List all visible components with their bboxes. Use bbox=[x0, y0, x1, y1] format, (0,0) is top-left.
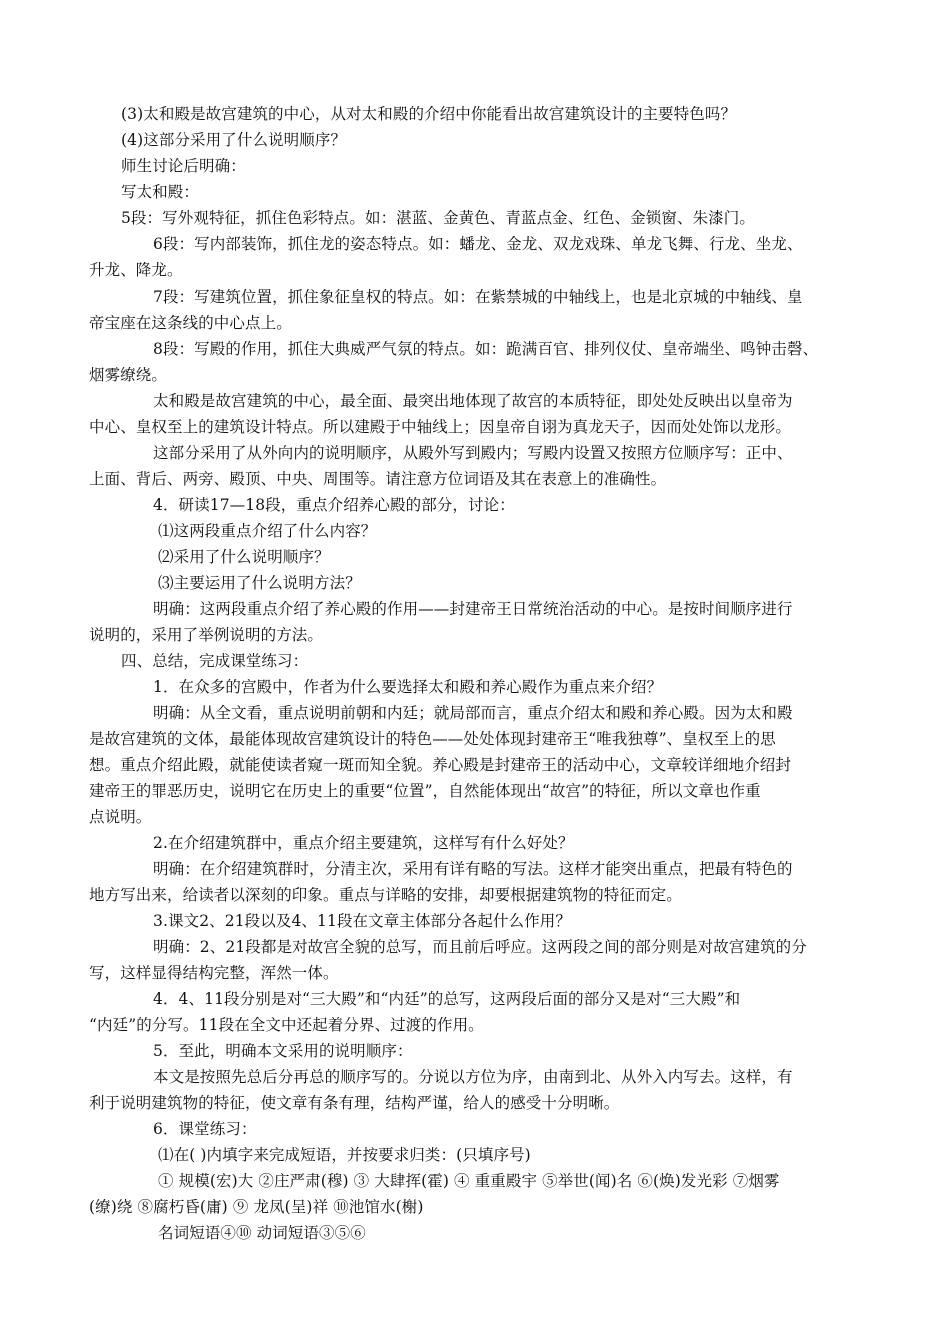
exercise-answer-2: 明确：在介绍建筑群时，分清主次，采用有详有略的写法。这样才能突出重点，把最有特色的 bbox=[153, 860, 793, 878]
exercise-item-4-cont: “内廷”的分写。11段在全文中还起着分界、过渡的作用。 bbox=[89, 1016, 484, 1034]
paragraph-6-note: 6段：写内部装饰，抓住龙的姿态特点。如：蟠龙、金龙、双龙戏珠、单龙飞舞、行龙、坐龙、 bbox=[153, 235, 803, 253]
discussion-question-3: ⑶主要运用了什么说明方法？ bbox=[158, 574, 361, 592]
paragraph-7-note-cont: 帝宝座在这条线的中心点上。 bbox=[89, 314, 292, 332]
study-item-4: 4．研读17—18段，重点介绍养心殿的部分，讨论： bbox=[153, 496, 515, 514]
phrase-list: ① 规模(宏)大 ②庄严肃(穆) ③ 大肆挥(霍) ④ 重重殿宇 ⑤举世(闻)名 ⑥(焕)发光彩 ⑦烟雾 bbox=[158, 1172, 780, 1190]
discussion-question-2: ⑵采用了什么说明顺序？ bbox=[158, 548, 330, 566]
exercise-answer-2-cont: 地方写出来，给读者以深刻的印象。重点与详略的安排，却要根据建筑物的特征而定。 bbox=[89, 886, 682, 904]
exercise-answer-1-cont-a: 是故宫建筑的文体，最能体现故宫建筑设计的特色——处处体现封建帝王“唯我独尊”、皇权至上的思 bbox=[89, 730, 776, 748]
paragraph-6-note-cont: 升龙、降龙。 bbox=[89, 261, 183, 279]
exercise-answer-1-cont-c: 建帝王的罪恶历史，说明它在历史上的重要“位置”，自然能体现出“故宫”的特征，所以文章也作重 bbox=[89, 782, 761, 800]
paragraph-7-note: 7段：写建筑位置，抓住象征皇权的特点。如：在紫禁城的中轴线上，也是北京城的中轴线、皇 bbox=[153, 288, 803, 306]
exercise-answer-1-cont-b: 想。重点介绍此殿，就能使读者窥一斑而知全貌。养心殿是封建帝王的活动中心，文章较详细地介绍封 bbox=[89, 756, 792, 774]
discussion-question-1: ⑴这两段重点介绍了什么内容？ bbox=[158, 522, 377, 540]
exercise-answer-1: 明确：从全文看，重点说明前朝和内廷；就局部而言，重点介绍太和殿和养心殿。因为太和殿 bbox=[153, 704, 793, 722]
phrase-classification: 名词短语④⑩ 动词短语③⑤⑥ bbox=[158, 1224, 366, 1242]
yangxin-answer-cont: 说明的，采用了举例说明的方法。 bbox=[89, 626, 324, 644]
paragraph-8-note: 8段：写殿的作用，抓住大典威严气氛的特点。如：跪满百官、排列仪仗、皇帝端坐、鸣钟击磬、 bbox=[153, 340, 819, 358]
exercise-answer-3: 明确：2、21段都是对故宫全貌的总写，而且前后呼应。这两段之间的部分则是对故宫建筑的分 bbox=[153, 938, 807, 956]
taihe-summary-cont: 中心、皇权至上的建筑设计特点。所以建殿于中轴线上；因皇帝自诩为真龙天子，因而处处饰以龙形。 bbox=[89, 418, 792, 436]
yangxin-answer: 明确：这两段重点介绍了养心殿的作用——封建帝王日常统治活动的中心。是按时间顺序进行 bbox=[153, 600, 793, 618]
exercise-answer-3-cont: 写，这样显得结构完整，浑然一体。 bbox=[89, 964, 339, 982]
exercise-answer-1-cont-d: 点说明。 bbox=[89, 808, 152, 826]
section-heading-taihe: 写太和殿： bbox=[121, 183, 200, 201]
exercise-question-1: 1．在众多的宫殿中，作者为什么要选择太和殿和养心殿作为重点来介绍？ bbox=[153, 678, 663, 696]
discussion-intro: 师生讨论后明确： bbox=[121, 157, 246, 175]
section-heading-summary: 四、总结，完成课堂练习： bbox=[121, 652, 309, 670]
order-summary: 这部分采用了从外向内的说明顺序，从殿外写到殿内；写殿内设置又按照方位顺序写：正中、 bbox=[153, 444, 793, 462]
order-conclusion: 本文是按照先总后分再总的顺序写的。分说以方位为序，由南到北、从外入内写去。这样，有 bbox=[153, 1068, 793, 1086]
exercise-item-5: 5．至此，明确本文采用的说明顺序： bbox=[153, 1042, 413, 1060]
question-4: (4)这部分采用了什么说明顺序？ bbox=[121, 131, 347, 149]
paragraph-8-note-cont: 烟雾缭绕。 bbox=[89, 366, 168, 384]
exercise-question-3: 3.课文2、21段以及4、11段在文章主体部分各起什么作用？ bbox=[153, 912, 571, 930]
exercise-item-4: 4．4、11段分别是对“三大殿”和“内廷”的总写，这两段后面的部分又是对“三大殿”和 bbox=[153, 990, 741, 1008]
exercise-item-6: 6．课堂练习： bbox=[153, 1120, 257, 1138]
question-3: (3)太和殿是故宫建筑的中心，从对太和殿的介绍中你能看出故宫建筑设计的主要特色吗？ bbox=[121, 105, 737, 123]
taihe-summary: 太和殿是故宫建筑的中心，最全面、最突出地体现了故宫的本质特征，即处处反映出以皇帝为 bbox=[153, 392, 793, 410]
exercise-question-2: 2.在介绍建筑群中，重点介绍主要建筑，这样写有什么好处？ bbox=[153, 834, 574, 852]
order-conclusion-cont: 利于说明建筑物的特征，使文章有条有理，结构严谨，给人的感受十分明晰。 bbox=[89, 1094, 620, 1112]
phrase-list-cont: (缭)绕 ⑧腐朽昏(庸) ⑨ 龙凤(呈)祥 ⑩池馆水(榭) bbox=[89, 1198, 424, 1216]
order-summary-cont: 上面、背后、两旁、殿顶、中央、周围等。请注意方位词语及其在表意上的准确性。 bbox=[89, 470, 667, 488]
fill-in-instructions: ⑴在( )内填字来完成短语，并按要求归类：(只填序号) bbox=[158, 1146, 531, 1164]
paragraph-5-note: 5段：写外观特征，抓住色彩特点。如：湛蓝、金黄色、青蓝点金、红色、金锁窗、朱漆门。 bbox=[121, 209, 755, 227]
